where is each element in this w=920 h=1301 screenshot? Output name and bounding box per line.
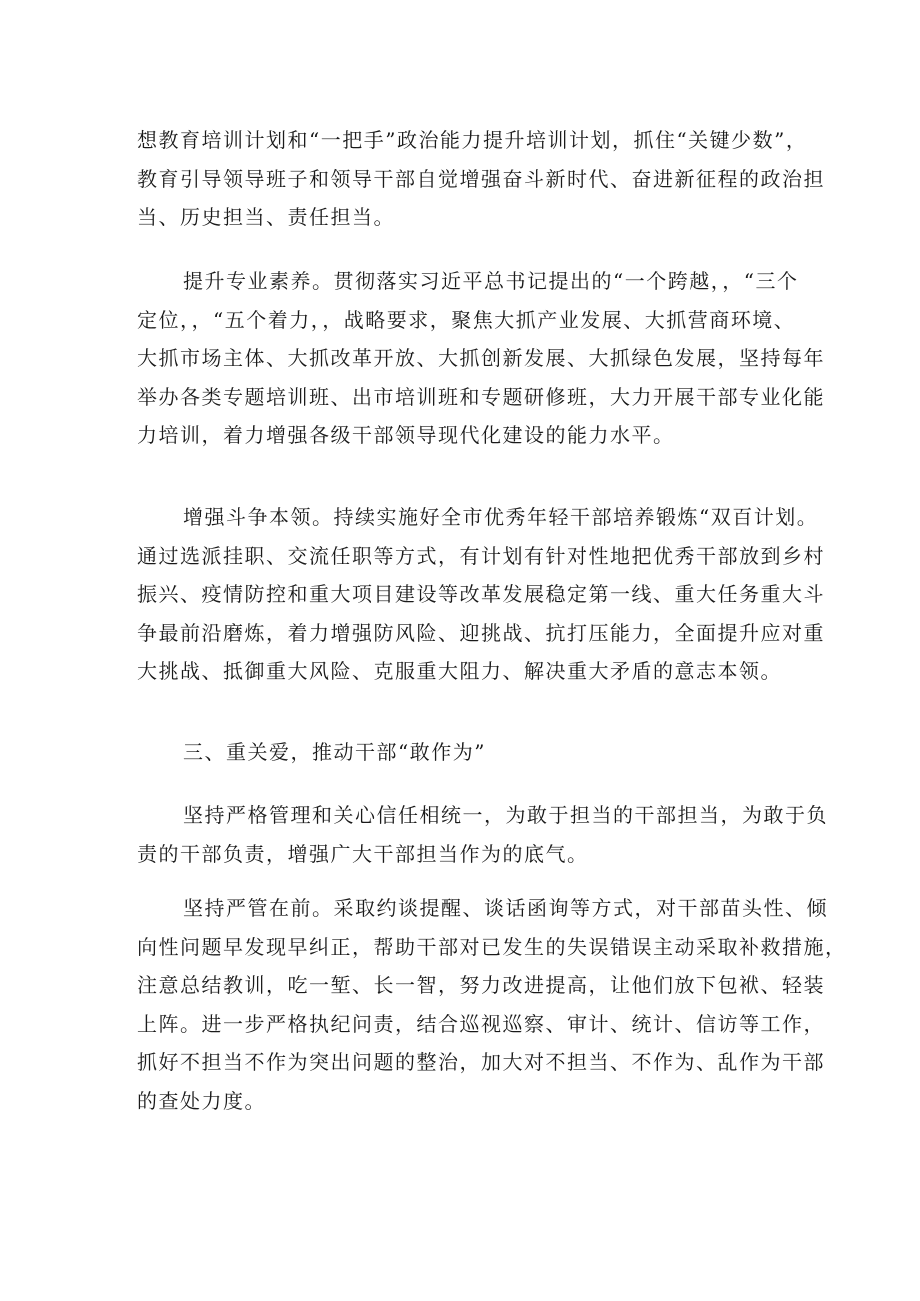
text-line: 振兴、疫情防控和重大项目建设等改革发展稳定第一线、重大任务重大斗 bbox=[137, 582, 825, 606]
text-line: 注意总结教训，吃一堑、长一智，努力改进提高，让他们放下包袱、轻装 bbox=[137, 973, 825, 997]
text-line: 定位，，“五个着力，，战略要求，聚焦大抓产业发展、大抓营商环境、 bbox=[137, 307, 796, 332]
paragraph-struggle-skills bbox=[137, 498, 825, 691]
text-line: 教育引导领导班子和领导干部自觉增强奋斗新时代、奋进新征程的政治担 bbox=[137, 166, 825, 191]
text-line: 的查处力度。 bbox=[137, 1088, 266, 1113]
text-line: 力培训，着力增强各级干部领导现代化建设的能力水平。 bbox=[137, 423, 675, 447]
paragraph-strict-and-care bbox=[137, 796, 828, 873]
text-line: 增强斗争本领。持续实施好全市优秀年轻干部培养锻炼“双百计划。 bbox=[183, 505, 819, 529]
text-line: 抓好不担当不作为突出问题的整治，加大对不担当、不作为、乱作为干部 bbox=[137, 1050, 825, 1074]
text-line: 责的干部负责，增强广大干部担当作为的底气。 bbox=[137, 841, 589, 866]
text-line: 向性问题早发现早纠正，帮助干部对已发生的失误错误主动采取补救措施， bbox=[137, 934, 847, 959]
text-line: 大抓市场主体、大抓改革开放、大抓创新发展、大抓绿色发展，坚持每年 bbox=[137, 346, 825, 370]
text-line: 大挑战、抵御重大风险、克服重大阻力、解决重大矛盾的意志本领。 bbox=[137, 659, 782, 683]
text-line: 上阵。进一步严格执纪问责，结合巡视巡察、审计、统计、信访等工作， bbox=[137, 1011, 825, 1036]
paragraph-ideology-training bbox=[137, 121, 825, 237]
text-line: 举办各类专题培训班、出市培训班和专题研修班，大力开展干部专业化能 bbox=[137, 384, 825, 409]
section-heading-text: 三、重关爱，推动干部“敢作为” bbox=[183, 740, 486, 764]
text-line: 坚持严管在前。采取约谈提醒、谈话函询等方式，对干部苗头性、倾 bbox=[183, 896, 828, 920]
paragraph-strict-management bbox=[137, 889, 847, 1120]
paragraph-professional-quality bbox=[137, 262, 825, 455]
text-line: 当、历史担当、责任担当。 bbox=[137, 205, 395, 229]
text-line: 坚持严格管理和关心信任相统一，为敢于担当的干部担当，为敢于负 bbox=[183, 803, 828, 827]
text-line: 想教育培训计划和“一把手”政治能力提升培训计划，抓住“关键少数”， bbox=[137, 128, 808, 152]
text-line: 通过选派挂职、交流任职等方式，有计划有针对性地把优秀干部放到乡村 bbox=[137, 543, 825, 568]
section-heading-3 bbox=[137, 733, 792, 772]
text-line: 提升专业素养。贯彻落实习近平总书记提出的“一个跨越，，“三个 bbox=[183, 269, 799, 293]
text-line: 争最前沿磨炼，着力增强防风险、迎挑战、抗打压能力，全面提升应对重 bbox=[137, 620, 825, 645]
